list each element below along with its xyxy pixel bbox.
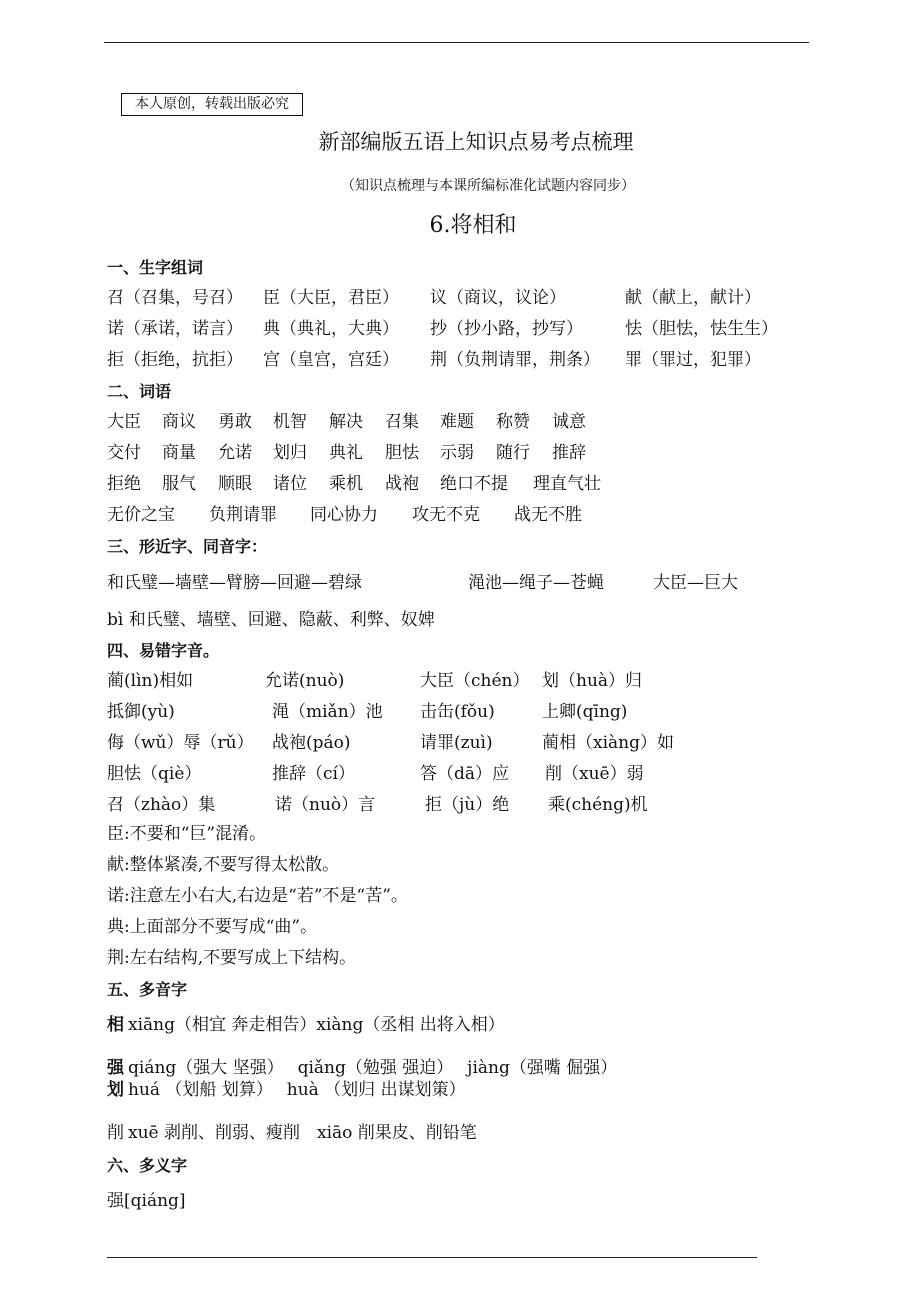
vocab-word: 勇敢 bbox=[218, 412, 252, 432]
pronunciation-entry: 胆怯（qiè） bbox=[107, 764, 202, 784]
pronunciation-entry: 划（huà）归 bbox=[542, 671, 643, 691]
vocab-word: 划归 bbox=[273, 443, 307, 463]
footer-rule bbox=[107, 1257, 757, 1258]
vocab-word: 解决 bbox=[329, 412, 363, 432]
lesson-title: 6.将相和 bbox=[429, 213, 517, 238]
pronunciation-entry: 削（xuē）弱 bbox=[545, 764, 644, 784]
vocab-word: 允诺 bbox=[218, 443, 252, 463]
pronunciation-entry: 蔺(lìn)相如 bbox=[107, 671, 194, 691]
vocab-word: 顺眼 bbox=[218, 474, 252, 494]
similar-chars-3: 大臣—巨大 bbox=[653, 573, 738, 593]
pronunciation-entry: 推辞（cí） bbox=[272, 764, 355, 784]
char-entry: 荆（负荆请罪，荆条） bbox=[430, 350, 600, 370]
pronunciation-entry: 渑（miǎn）池 bbox=[272, 702, 383, 722]
section-heading: 一、生字组词 bbox=[107, 258, 204, 277]
copyright-stamp: 本人原创，转载出版必究 bbox=[121, 93, 303, 116]
similar-chars-1: 和氏璧—墙壁—臂膀—回避—碧绿 bbox=[107, 573, 362, 593]
polyphone-entry bbox=[107, 1014, 505, 1036]
vocab-word: 战无不胜 bbox=[514, 505, 582, 525]
doc-title: 新部编版五语上知识点易考点梳理 bbox=[318, 130, 634, 154]
similar-chars-2: 渑池—绳子—苍蝇 bbox=[468, 573, 604, 593]
char-entry: 议（商议，议论） bbox=[430, 288, 566, 308]
vocab-word: 攻无不克 bbox=[412, 505, 480, 525]
vocab-word: 机智 bbox=[273, 412, 307, 432]
vocab-word: 同心协力 bbox=[310, 505, 378, 525]
polyphone-entry bbox=[107, 1057, 617, 1079]
vocab-word: 示弱 bbox=[440, 443, 474, 463]
pronunciation-entry: 蔺相（xiàng）如 bbox=[542, 733, 674, 753]
vocab-word: 服气 bbox=[162, 474, 196, 494]
vocab-word: 战袍 bbox=[385, 474, 419, 494]
section-heading: 五、多音字 bbox=[107, 980, 188, 999]
section-heading: 六、多义字 bbox=[107, 1156, 188, 1175]
vocab-word: 理直气壮 bbox=[533, 474, 601, 494]
pronunciation-entry: 请罪(zuì) bbox=[420, 733, 493, 753]
polyphone-char: 强 bbox=[107, 1058, 124, 1078]
writing-note: 献:整体紧凑,不要写得太松散。 bbox=[107, 855, 340, 875]
vocab-word: 乘机 bbox=[329, 474, 363, 494]
doc-subtitle: （知识点梳理与本课所编标准化试题内容同步） bbox=[341, 178, 635, 194]
polyphone-char: 削 bbox=[107, 1123, 124, 1143]
char-entry: 拒（拒绝，抗拒） bbox=[107, 350, 243, 370]
pronunciation-entry: 击缶(fǒu) bbox=[420, 702, 495, 722]
vocab-word: 召集 bbox=[385, 412, 419, 432]
vocab-word: 称赞 bbox=[496, 412, 530, 432]
section-heading: 四、易错字音。 bbox=[107, 641, 220, 660]
vocab-word: 无价之宝 bbox=[107, 505, 175, 525]
homophones-line: bì 和氏璧、墙壁、回避、隐蔽、利弊、奴婢 bbox=[107, 610, 435, 630]
char-entry: 召（召集，号召） bbox=[107, 288, 243, 308]
vocab-word: 绝口不提 bbox=[440, 474, 508, 494]
pronunciation-entry: 允诺(nuò) bbox=[265, 671, 345, 691]
vocab-word: 商量 bbox=[162, 443, 196, 463]
char-entry: 罪（罪过，犯罪） bbox=[625, 350, 761, 370]
vocab-word: 拒绝 bbox=[107, 474, 141, 494]
polysemy-line: 强[qiáng] bbox=[107, 1191, 186, 1211]
polyphone-char: 相 bbox=[107, 1015, 124, 1035]
polyphone-entry bbox=[107, 1079, 466, 1101]
vocab-word: 大臣 bbox=[107, 412, 141, 432]
char-entry: 抄（抄小路，抄写） bbox=[430, 319, 583, 339]
writing-note: 典:上面部分不要写成“曲”。 bbox=[107, 917, 318, 937]
vocab-word: 诸位 bbox=[273, 474, 307, 494]
writing-note: 诺:注意左小右大,右边是“若”不是“苦”。 bbox=[107, 886, 408, 906]
vocab-word: 典礼 bbox=[329, 443, 363, 463]
vocab-word: 胆怯 bbox=[385, 443, 419, 463]
char-entry: 诺（承诺，诺言） bbox=[107, 319, 243, 339]
char-entry: 典（典礼，大典） bbox=[263, 319, 399, 339]
vocab-word: 推辞 bbox=[552, 443, 586, 463]
section-heading: 二、词语 bbox=[107, 382, 172, 401]
pronunciation-entry: 诺（nuò）言 bbox=[275, 795, 376, 815]
polyphone-char: 划 bbox=[107, 1080, 124, 1100]
polyphone-entry bbox=[107, 1122, 477, 1144]
polyphone-readings: xuē 剥削、削弱、瘦削 xiāo 削果皮、削铅笔 bbox=[128, 1123, 477, 1143]
pronunciation-entry: 乘(chéng)机 bbox=[548, 795, 648, 815]
vocab-word: 负荆请罪 bbox=[209, 505, 277, 525]
char-entry: 献（献上，献计） bbox=[625, 288, 761, 308]
vocab-word: 随行 bbox=[496, 443, 530, 463]
pronunciation-entry: 抵御(yù) bbox=[107, 702, 175, 722]
pronunciation-entry: 召（zhào）集 bbox=[107, 795, 216, 815]
writing-note: 臣:不要和“巨”混淆。 bbox=[107, 824, 267, 844]
char-entry: 宫（皇宫，宫廷） bbox=[263, 350, 399, 370]
vocab-word: 诚意 bbox=[552, 412, 586, 432]
pronunciation-entry: 上卿(qīng) bbox=[542, 702, 628, 722]
polyphone-readings: xiāng（相宜 奔走相告）xiàng（丞相 出将入相） bbox=[128, 1015, 505, 1035]
pronunciation-entry: 答（dā）应 bbox=[420, 764, 510, 784]
pronunciation-entry: 大臣（chén） bbox=[420, 671, 530, 691]
vocab-word: 商议 bbox=[162, 412, 196, 432]
pronunciation-entry: 拒（jù）绝 bbox=[425, 795, 510, 815]
polyphone-readings: qiáng（强大 坚强） qiǎng（勉强 强迫） jiàng（强嘴 倔强） bbox=[128, 1058, 618, 1078]
vocab-word: 难题 bbox=[440, 412, 474, 432]
vocab-word: 交付 bbox=[107, 443, 141, 463]
section-heading: 三、形近字、同音字： bbox=[107, 537, 268, 556]
writing-note: 荆:左右结构,不要写成上下结构。 bbox=[107, 948, 357, 968]
char-entry: 怯（胆怯，怯生生） bbox=[625, 319, 778, 339]
pronunciation-entry: 侮（wǔ）辱（rǔ） bbox=[107, 733, 254, 753]
header-rule bbox=[104, 42, 809, 43]
char-entry: 臣（大臣，君臣） bbox=[263, 288, 399, 308]
polyphone-readings: huá （划船 划算） huà （划归 出谋划策） bbox=[128, 1080, 466, 1100]
pronunciation-entry: 战袍(páo) bbox=[272, 733, 351, 753]
